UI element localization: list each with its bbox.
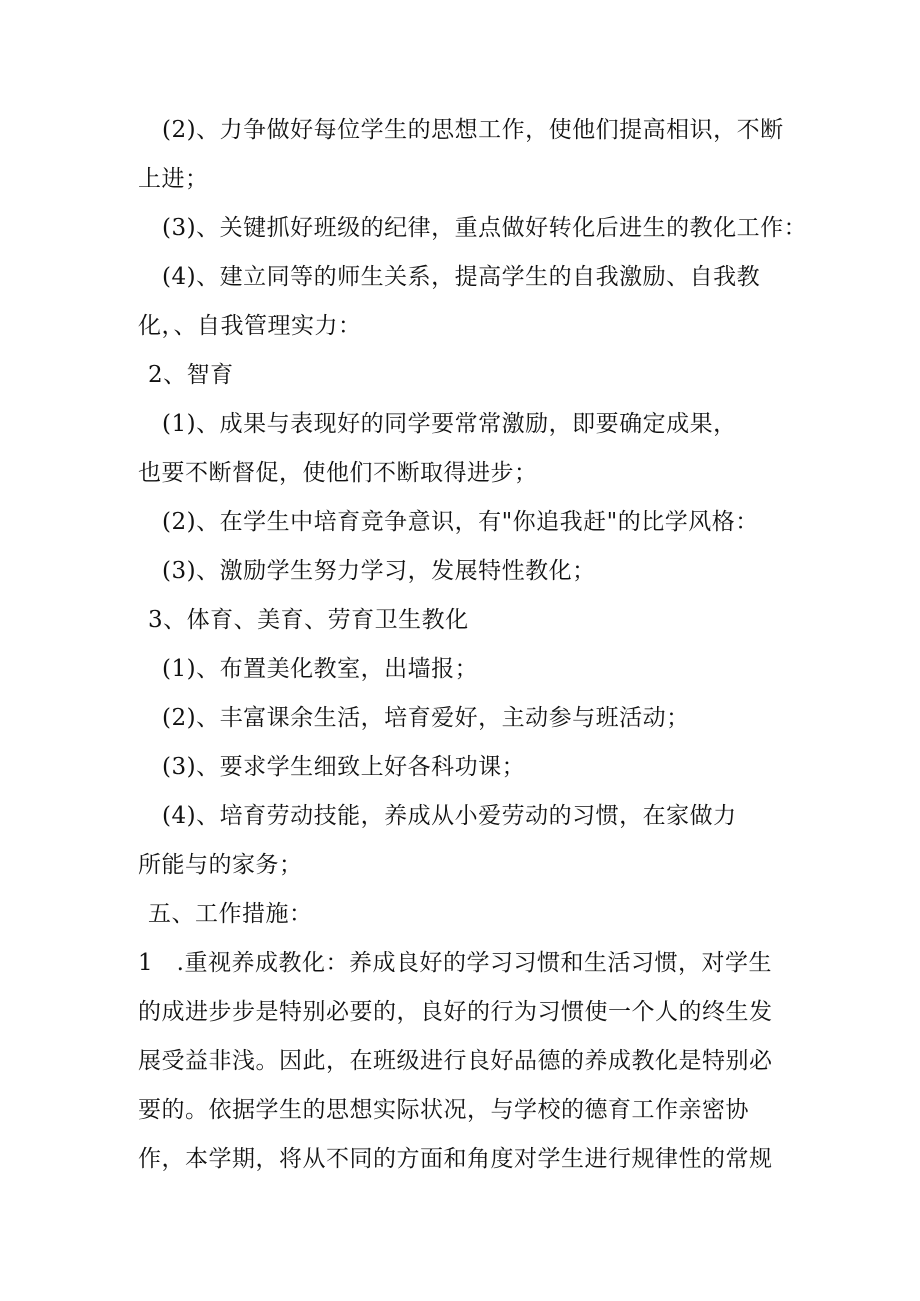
text-line: 上进； — [138, 166, 209, 192]
text-line: (2)、力争做好每位学生的思想工作，使他们提高相识，不断 — [162, 117, 784, 143]
text-line: 展受益非浅。因此，在班级进行良好品德的养成教化是特别必 — [138, 1048, 773, 1074]
text-line: (4)、培育劳动技能，养成从小爱劳动的习惯，在家做力 — [162, 803, 737, 829]
text-line: 作，本学期，将从不同的方面和角度对学生进行规律性的常规 — [138, 1146, 773, 1172]
section-heading: 3、体育、美育、劳育卫生教化 — [148, 607, 469, 633]
text-line: 化，、自我管理实力： — [138, 313, 362, 339]
text-line: 1 .重视养成教化：养成良好的学习习惯和生活习惯，对学生 — [138, 950, 772, 976]
text-line: (2)、丰富课余生活，培育爱好，主动参与班活动； — [162, 705, 690, 731]
text-line: (3)、激励学生努力学习，发展特性教化； — [162, 558, 596, 584]
text-line: 也要不断督促，使他们不断取得进步； — [138, 460, 538, 486]
text-line: (1)、布置美化教室，出墙报； — [162, 656, 479, 682]
text-line: 的成进步步是特别必要的，良好的行为习惯使一个人的终生发 — [138, 999, 773, 1025]
text-line: (2)、在学生中培育竞争意识，有"你追我赶"的比学风格： — [162, 509, 759, 535]
text-line: 要的。依据学生的思想实际状况，与学校的德育工作亲密协 — [138, 1097, 749, 1123]
text-line: (3)、要求学生细致上好各科功课； — [162, 754, 526, 780]
text-line: (3)、关键抓好班级的纪律，重点做好转化后进生的教化工作： — [162, 215, 808, 241]
text-line: (4)、建立同等的师生关系，提高学生的自我激励、自我教 — [162, 264, 761, 290]
section-heading: 2、智育 — [148, 362, 234, 388]
section-heading: 五、工作措施： — [148, 901, 313, 927]
text-line: (1)、成果与表现好的同学要常常激励，即要确定成果， — [162, 411, 737, 437]
text-line: 所能与的家务； — [138, 852, 303, 878]
